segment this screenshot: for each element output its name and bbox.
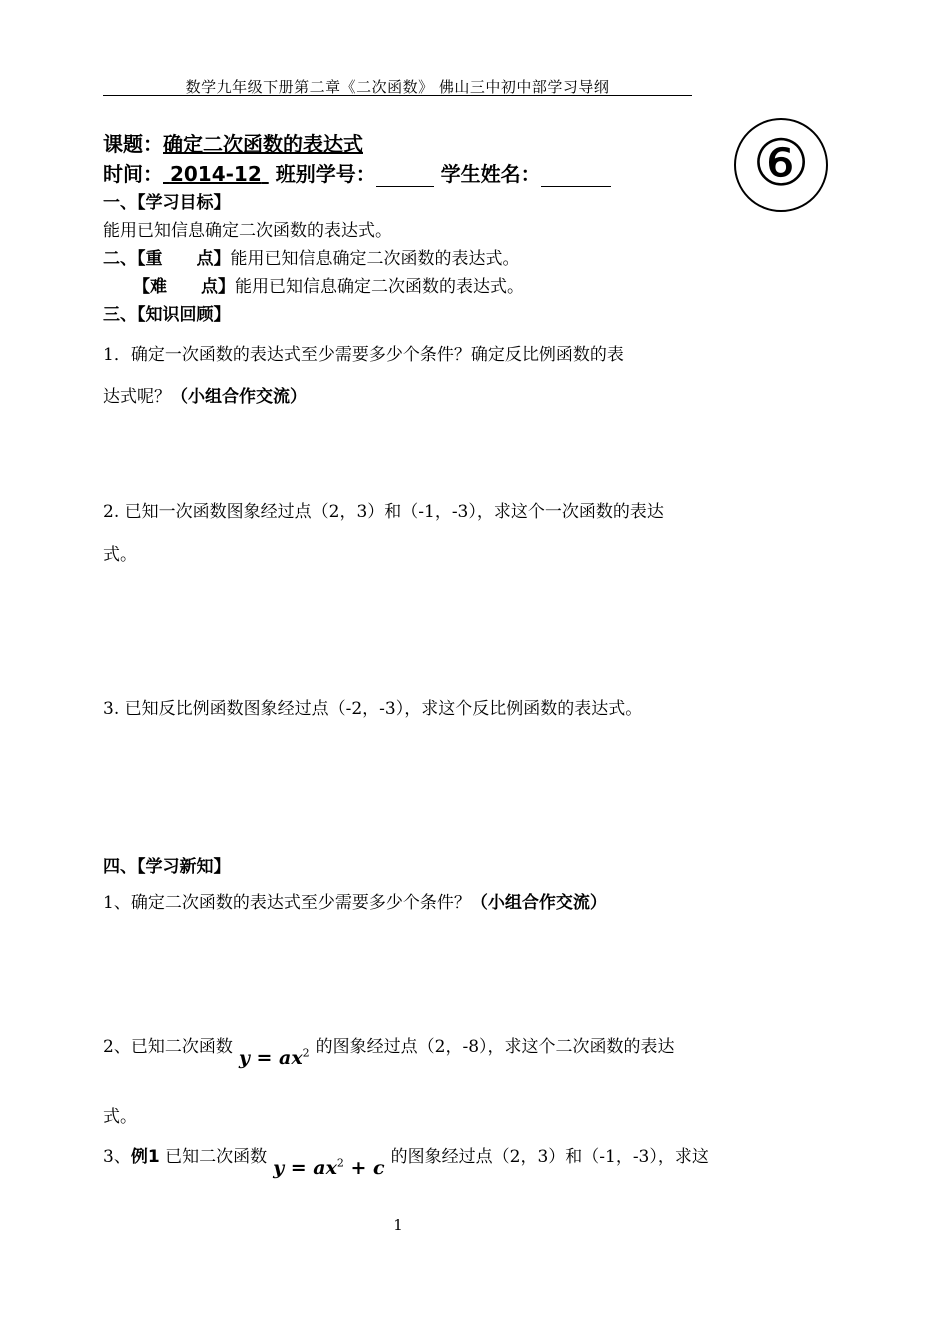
title-label: 课题： xyxy=(103,132,163,156)
new-q3-line1: 3、例1 已知二次函数 $y = ax^2 + c$ 的图象经过点（2，3）和（-1，-3），求这 xyxy=(103,1147,709,1179)
key-point-text: 能用已知信息确定二次函数的表达式。 xyxy=(230,249,520,269)
new-q2-line1: 2、已知二次函数 $y = ax^2$ 的图象经过点（2，-8），求这个二次函数的表达 xyxy=(103,1037,675,1069)
info-row xyxy=(103,158,611,187)
student-name-blank[interactable] xyxy=(541,166,611,187)
page-number: 1 xyxy=(393,1216,403,1234)
key-point-label: 二、【重 点】 xyxy=(103,249,231,269)
new-q2-line2: 式。 xyxy=(103,1107,137,1127)
review-q1-line2: 达式呢？（小组合作交流） xyxy=(103,387,307,407)
lesson-number-badge: ⑥ xyxy=(734,118,828,212)
new-q1: 1、确定二次函数的表达式至少需要多少个条件？（小组合作交流） xyxy=(103,893,607,913)
review-q1-line1: 1．确定一次函数的表达式至少需要多少个条件？确定反比例函数的表 xyxy=(103,345,624,365)
section-1-heading: 一、【学习目标】 xyxy=(103,193,231,213)
section-2-key-row xyxy=(103,244,520,269)
group-discussion-note: （小组合作交流） xyxy=(171,387,307,407)
section-1-text: 能用已知信息确定二次函数的表达式。 xyxy=(103,221,392,241)
review-q2-line2: 式。 xyxy=(103,545,137,565)
class-id-blank[interactable] xyxy=(376,166,434,187)
group-discussion-note-2: （小组合作交流） xyxy=(470,893,607,913)
difficulty-text: 能用已知信息确定二次函数的表达式。 xyxy=(235,277,524,297)
difficulty-label: 【难 点】 xyxy=(133,277,235,297)
time-label: 时间： xyxy=(103,162,163,186)
section-4-heading: 四、【学习新知】 xyxy=(103,857,231,877)
name-label: 学生姓名： xyxy=(440,162,541,186)
review-q2-line1: 2. 已知一次函数图象经过点（2，3）和（-1，-3），求这个一次函数的表达 xyxy=(103,502,664,522)
lesson-title xyxy=(103,128,363,157)
formula-y-ax2: $y = ax^2$ xyxy=(238,1046,310,1069)
page-header: 数学九年级下册第二章《二次函数》 佛山三中初中部学习导纲 xyxy=(185,78,610,96)
review-q3-line1: 3. 已知反比例函数图象经过点（-2，-3），求这个反比例函数的表达式。 xyxy=(103,699,643,719)
title-text: 确定二次函数的表达式 xyxy=(163,132,363,156)
section-2-difficulty-row xyxy=(133,272,524,297)
example-label: 例1 xyxy=(130,1147,160,1167)
section-3-heading: 三、【知识回顾】 xyxy=(103,305,231,325)
time-value: 2014-12 xyxy=(169,162,262,186)
class-label: 班别学号： xyxy=(275,162,376,186)
formula-y-ax2-c: $y = ax^2 + c$ xyxy=(273,1156,385,1179)
header-rule xyxy=(103,95,692,96)
